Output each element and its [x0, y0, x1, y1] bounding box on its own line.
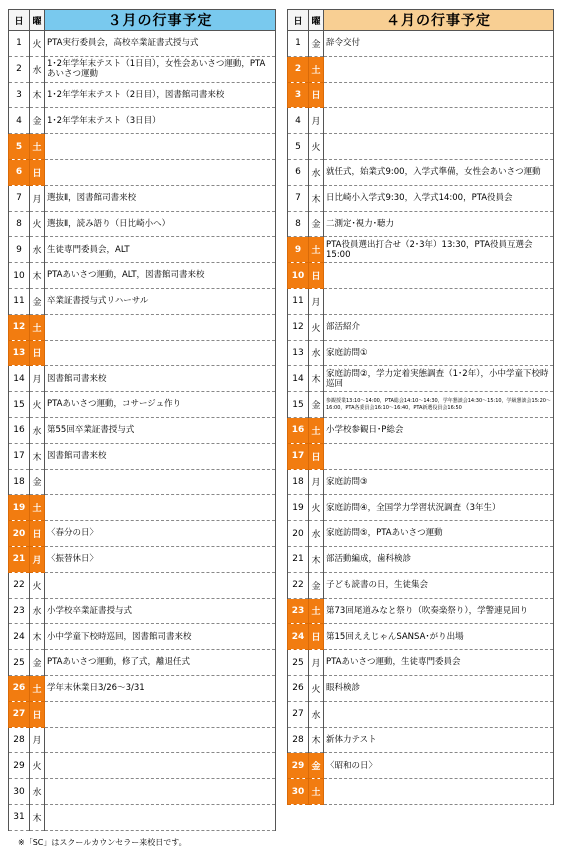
day-cell: 12 — [288, 314, 309, 340]
weekday-cell: 木 — [309, 727, 324, 753]
april-row — [288, 701, 554, 727]
weekday-cell: 火 — [309, 675, 324, 701]
event-cell: 〈春分の日〉 — [45, 521, 276, 547]
event-cell: 眼科検診 — [324, 675, 554, 701]
weekday-cell: 金 — [309, 753, 324, 779]
event-cell: PTAあいさつ運動，生徒専門委員会 — [324, 650, 554, 676]
event-cell — [324, 134, 554, 160]
weekday-cell: 金 — [30, 469, 45, 495]
march-row — [9, 495, 276, 521]
day-cell: 22 — [9, 572, 30, 598]
day-cell: 17 — [288, 443, 309, 469]
april-row — [288, 392, 554, 418]
april-row — [288, 288, 554, 314]
weekday-cell: 水 — [30, 598, 45, 624]
weekday-cell: 金 — [309, 392, 324, 418]
weekday-cell: 金 — [309, 572, 324, 598]
weekday-cell: 水 — [30, 417, 45, 443]
day-cell: 26 — [288, 675, 309, 701]
day-cell: 29 — [288, 753, 309, 779]
april-header-row — [288, 10, 554, 31]
event-cell: 家庭訪問④，全国学力学習状況調査（3年生） — [324, 495, 554, 521]
weekday-cell: 土 — [30, 134, 45, 160]
day-cell: 15 — [288, 392, 309, 418]
day-cell: 1 — [9, 31, 30, 57]
event-cell: 卒業証書授与式リハーサル — [45, 288, 276, 314]
march-row — [9, 727, 276, 753]
april-calendar — [287, 9, 554, 805]
march-row — [9, 701, 276, 727]
event-cell: 〈昭和の日〉 — [324, 753, 554, 779]
march-table — [8, 9, 276, 831]
weekday-cell: 日 — [30, 521, 45, 547]
event-cell — [45, 701, 276, 727]
day-cell: 20 — [288, 521, 309, 547]
weekday-cell: 木 — [309, 185, 324, 211]
march-header-row — [9, 10, 276, 31]
event-cell: 子ども読書の日，生徒集会 — [324, 572, 554, 598]
day-cell: 24 — [9, 624, 30, 650]
event-cell: PTA実行委員会，高校卒業証書式授与式 — [45, 31, 276, 57]
weekday-cell: 金 — [30, 108, 45, 134]
march-row — [9, 572, 276, 598]
event-cell: 第15回ええじゃんSANSA･がり出場 — [324, 624, 554, 650]
day-cell: 22 — [288, 572, 309, 598]
weekday-cell: 火 — [309, 495, 324, 521]
weekday-cell: 日 — [30, 159, 45, 185]
day-cell: 30 — [288, 779, 309, 805]
april-row — [288, 263, 554, 289]
event-cell: 小学校卒業証書授与式 — [45, 598, 276, 624]
weekday-cell: 水 — [30, 237, 45, 263]
day-cell: 21 — [288, 546, 309, 572]
weekday-cell: 土 — [30, 675, 45, 701]
weekday-cell: 月 — [30, 727, 45, 753]
march-title: ３月の行事予定 — [45, 10, 276, 31]
march-row — [9, 598, 276, 624]
march-row — [9, 469, 276, 495]
weekday-cell: 月 — [30, 185, 45, 211]
march-row — [9, 31, 276, 57]
weekday-cell: 水 — [309, 701, 324, 727]
event-cell: 家庭訪問⑤，PTAあいさつ運動 — [324, 521, 554, 547]
day-cell: 17 — [9, 443, 30, 469]
weekday-cell: 土 — [30, 314, 45, 340]
march-row — [9, 82, 276, 108]
april-row — [288, 753, 554, 779]
weekday-cell: 火 — [30, 31, 45, 57]
event-cell: 家庭訪問②，学力定着実態調査（1･2年），小中学童下校時巡回 — [324, 366, 554, 392]
april-rows — [288, 31, 554, 805]
event-cell: 図書館司書来校 — [45, 443, 276, 469]
april-row — [288, 211, 554, 237]
day-cell: 29 — [9, 753, 30, 779]
day-cell: 4 — [288, 108, 309, 134]
weekday-cell: 土 — [309, 237, 324, 263]
april-title: ４月の行事予定 — [324, 10, 554, 31]
event-cell: 小学校参観日･P総会 — [324, 417, 554, 443]
day-cell: 11 — [288, 288, 309, 314]
event-cell: 学年末休業日3/26～3/31 — [45, 675, 276, 701]
march-row — [9, 804, 276, 830]
event-cell: 部活動編成，歯科検診 — [324, 546, 554, 572]
event-cell: 家庭訪問① — [324, 340, 554, 366]
april-row — [288, 546, 554, 572]
april-row — [288, 521, 554, 547]
event-cell — [324, 443, 554, 469]
weekday-cell: 土 — [309, 779, 324, 805]
event-cell: 部活紹介 — [324, 314, 554, 340]
day-cell: 2 — [9, 56, 30, 82]
event-cell: 選抜Ⅱ，図書館司書来校 — [45, 185, 276, 211]
april-row — [288, 56, 554, 82]
weekday-cell: 土 — [30, 495, 45, 521]
day-cell: 16 — [288, 417, 309, 443]
day-cell: 8 — [9, 211, 30, 237]
event-cell: 1･2年学年末テスト（2日目），図書館司書来校 — [45, 82, 276, 108]
april-row — [288, 31, 554, 57]
weekday-cell: 水 — [309, 521, 324, 547]
day-cell: 26 — [9, 675, 30, 701]
weekday-cell: 月 — [309, 108, 324, 134]
event-cell: 家庭訪問③ — [324, 469, 554, 495]
event-cell: 参観授業13:10～14:00，PTA総会14:10～14:30，学年懇談会14:30～15:10，学級懇談会15:20～16:00，PTA各委員会16:10～16:40，PTA新選役員会16:50 — [324, 392, 554, 418]
day-cell: 12 — [9, 314, 30, 340]
march-row — [9, 159, 276, 185]
weekday-cell: 土 — [309, 56, 324, 82]
day-cell: 5 — [9, 134, 30, 160]
day-cell: 28 — [9, 727, 30, 753]
event-cell — [324, 701, 554, 727]
weekday-cell: 日 — [309, 263, 324, 289]
day-cell: 31 — [9, 804, 30, 830]
march-row — [9, 417, 276, 443]
event-cell — [45, 804, 276, 830]
day-cell: 27 — [9, 701, 30, 727]
weekday-cell: 土 — [309, 417, 324, 443]
weekday-cell: 火 — [30, 572, 45, 598]
event-cell: 〈振替休日〉 — [45, 546, 276, 572]
day-cell: 25 — [9, 650, 30, 676]
weekday-cell: 火 — [30, 753, 45, 779]
april-row — [288, 779, 554, 805]
day-cell: 19 — [9, 495, 30, 521]
day-cell: 28 — [288, 727, 309, 753]
april-row — [288, 495, 554, 521]
weekday-cell: 月 — [309, 650, 324, 676]
weekday-cell: 日 — [309, 624, 324, 650]
event-cell — [324, 108, 554, 134]
weekday-cell: 日 — [309, 82, 324, 108]
weekday-cell: 木 — [30, 443, 45, 469]
event-cell: 1･2年学年末テスト（1日目），女性会あいさつ運動，PTAあいさつ運動 — [45, 56, 276, 82]
weekday-cell: 土 — [309, 598, 324, 624]
april-row — [288, 598, 554, 624]
weekday-cell: 月 — [309, 288, 324, 314]
event-cell: 第73回尾道みなと祭り（吹奏楽祭り），学警連見回り — [324, 598, 554, 624]
march-row — [9, 779, 276, 805]
day-cell: 7 — [288, 185, 309, 211]
day-cell: 23 — [9, 598, 30, 624]
day-cell: 18 — [9, 469, 30, 495]
march-row — [9, 392, 276, 418]
event-cell — [45, 753, 276, 779]
day-cell: 10 — [9, 263, 30, 289]
march-row — [9, 340, 276, 366]
day-cell: 9 — [288, 237, 309, 263]
weekday-cell: 火 — [309, 314, 324, 340]
march-row — [9, 753, 276, 779]
day-cell: 3 — [9, 82, 30, 108]
april-row — [288, 134, 554, 160]
day-cell: 14 — [9, 366, 30, 392]
march-row — [9, 624, 276, 650]
weekday-cell: 火 — [309, 134, 324, 160]
event-cell: PTA役員選出打合せ（2･3年）13:30，PTA役員互選会15:00 — [324, 237, 554, 263]
march-row — [9, 288, 276, 314]
april-row — [288, 417, 554, 443]
weekday-cell: 金 — [30, 650, 45, 676]
day-cell: 13 — [288, 340, 309, 366]
weekday-cell: 日 — [309, 443, 324, 469]
march-row — [9, 650, 276, 676]
day-cell: 8 — [288, 211, 309, 237]
day-cell: 1 — [288, 31, 309, 57]
day-cell: 24 — [288, 624, 309, 650]
weekday-cell: 月 — [30, 366, 45, 392]
april-weekday-header: 曜 — [309, 10, 324, 31]
event-cell: 図書館司書来校 — [45, 366, 276, 392]
march-row — [9, 443, 276, 469]
day-cell: 2 — [288, 56, 309, 82]
event-cell — [45, 495, 276, 521]
march-row — [9, 134, 276, 160]
march-row — [9, 237, 276, 263]
weekday-cell: 木 — [30, 263, 45, 289]
day-cell: 13 — [9, 340, 30, 366]
april-row — [288, 727, 554, 753]
event-cell — [324, 288, 554, 314]
weekday-cell: 木 — [30, 624, 45, 650]
day-cell: 19 — [288, 495, 309, 521]
event-cell: PTAあいさつ運動，コサージュ作り — [45, 392, 276, 418]
event-cell: PTAあいさつ運動，修了式，離退任式 — [45, 650, 276, 676]
weekday-cell: 木 — [309, 546, 324, 572]
day-cell: 23 — [288, 598, 309, 624]
march-row — [9, 263, 276, 289]
event-cell — [324, 82, 554, 108]
day-cell: 4 — [9, 108, 30, 134]
day-cell: 6 — [288, 159, 309, 185]
event-cell: 小中学童下校時巡回，図書館司書来校 — [45, 624, 276, 650]
weekday-cell: 日 — [30, 340, 45, 366]
weekday-cell: 木 — [30, 82, 45, 108]
april-row — [288, 624, 554, 650]
april-row — [288, 443, 554, 469]
weekday-cell: 火 — [30, 392, 45, 418]
april-row — [288, 159, 554, 185]
event-cell — [45, 159, 276, 185]
event-cell: 日比崎小入学式9:30，入学式14:00，PTA役員会 — [324, 185, 554, 211]
weekday-cell: 水 — [30, 779, 45, 805]
april-row — [288, 675, 554, 701]
april-row — [288, 366, 554, 392]
event-cell — [45, 469, 276, 495]
day-cell: 18 — [288, 469, 309, 495]
event-cell — [45, 340, 276, 366]
weekday-cell: 金 — [30, 288, 45, 314]
day-cell: 5 — [288, 134, 309, 160]
day-cell: 25 — [288, 650, 309, 676]
april-row — [288, 108, 554, 134]
weekday-cell: 月 — [309, 469, 324, 495]
march-row — [9, 108, 276, 134]
day-cell: 20 — [9, 521, 30, 547]
march-row — [9, 366, 276, 392]
footnote: ※「SC」はスクールカウンセラー来校日です。 — [18, 838, 187, 847]
weekday-cell: 金 — [309, 31, 324, 57]
event-cell: 選抜Ⅱ，読み語り（日比崎小へ） — [45, 211, 276, 237]
day-cell: 6 — [9, 159, 30, 185]
april-row — [288, 237, 554, 263]
event-cell: 生徒専門委員会，ALT — [45, 237, 276, 263]
event-cell: 二測定･視力･聴力 — [324, 211, 554, 237]
march-calendar — [8, 9, 276, 831]
event-cell: 第55回卒業証書授与式 — [45, 417, 276, 443]
weekday-cell: 月 — [30, 546, 45, 572]
april-row — [288, 469, 554, 495]
event-cell — [45, 314, 276, 340]
april-row — [288, 650, 554, 676]
event-cell: 新体力テスト — [324, 727, 554, 753]
event-cell: PTAあいさつ運動，ALT，図書館司書来校 — [45, 263, 276, 289]
event-cell — [45, 727, 276, 753]
day-cell: 3 — [288, 82, 309, 108]
march-row — [9, 211, 276, 237]
event-cell — [45, 779, 276, 805]
weekday-cell: 金 — [309, 211, 324, 237]
event-cell — [324, 263, 554, 289]
april-day-header: 日 — [288, 10, 309, 31]
march-rows — [9, 31, 276, 831]
event-cell — [45, 572, 276, 598]
day-cell: 10 — [288, 263, 309, 289]
day-cell: 21 — [9, 546, 30, 572]
march-day-header: 日 — [9, 10, 30, 31]
march-row — [9, 56, 276, 82]
day-cell: 9 — [9, 237, 30, 263]
april-row — [288, 314, 554, 340]
weekday-cell: 水 — [309, 340, 324, 366]
day-cell: 14 — [288, 366, 309, 392]
event-cell: 辞令交付 — [324, 31, 554, 57]
event-cell: 就任式，始業式9:00，入学式準備，女性会あいさつ運動 — [324, 159, 554, 185]
event-cell — [45, 134, 276, 160]
march-row — [9, 314, 276, 340]
day-cell: 11 — [9, 288, 30, 314]
march-row — [9, 521, 276, 547]
weekday-cell: 日 — [30, 701, 45, 727]
march-row — [9, 675, 276, 701]
weekday-cell: 水 — [30, 56, 45, 82]
april-row — [288, 572, 554, 598]
event-cell — [324, 56, 554, 82]
event-cell — [324, 779, 554, 805]
weekday-cell: 木 — [30, 804, 45, 830]
april-table — [287, 9, 554, 805]
day-cell: 7 — [9, 185, 30, 211]
march-weekday-header: 曜 — [30, 10, 45, 31]
april-row — [288, 185, 554, 211]
day-cell: 30 — [9, 779, 30, 805]
march-row — [9, 185, 276, 211]
weekday-cell: 火 — [30, 211, 45, 237]
day-cell: 16 — [9, 417, 30, 443]
weekday-cell: 木 — [309, 366, 324, 392]
april-row — [288, 82, 554, 108]
day-cell: 27 — [288, 701, 309, 727]
weekday-cell: 水 — [309, 159, 324, 185]
event-cell: 1･2年学年末テスト（3日目） — [45, 108, 276, 134]
day-cell: 15 — [9, 392, 30, 418]
april-row — [288, 340, 554, 366]
march-row — [9, 546, 276, 572]
